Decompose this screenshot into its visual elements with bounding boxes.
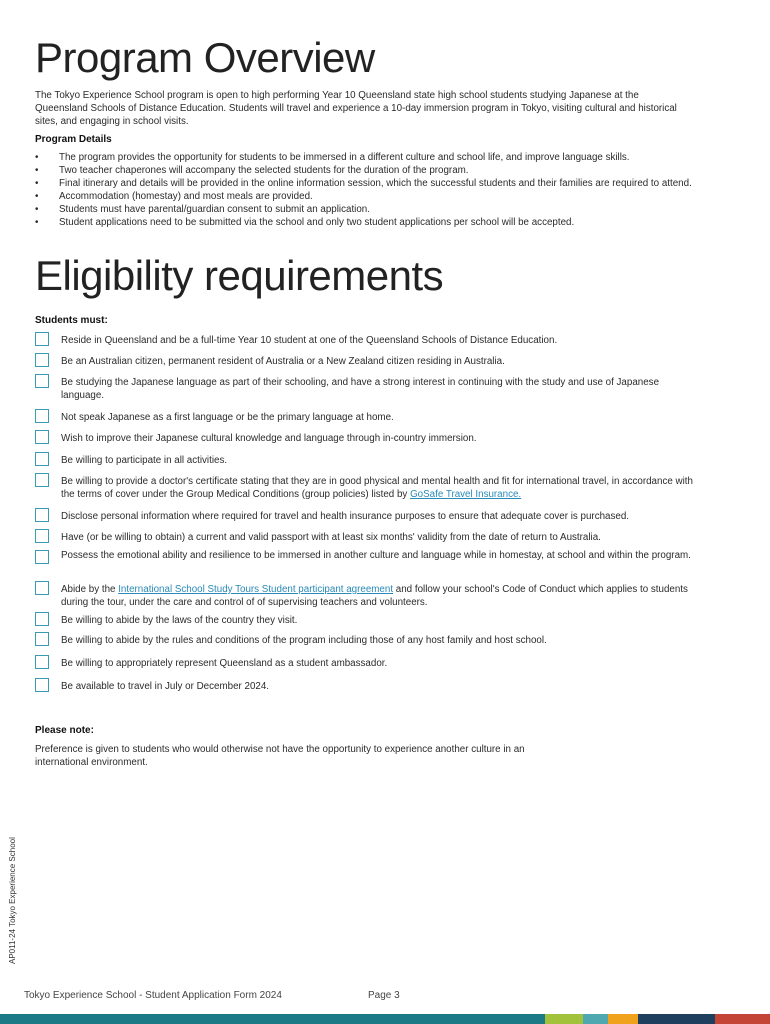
requirement-checkbox[interactable] (35, 529, 49, 543)
requirement-text: Reside in Queensland and be a full-time Year 10 student at one of the Queensland Schools of Distance Education. (61, 335, 558, 346)
requirement-text: Be studying the Japanese language as part of their schooling, and have a strong interest in continuing with the study and use of Japanese language. (61, 377, 660, 401)
requirement-checkbox[interactable] (35, 550, 49, 564)
requirement-text: Be willing to abide by the laws of the country they visit. (61, 615, 298, 626)
list-item: • Two teacher chaperones will accompany the selected students for the duration of the program. (35, 164, 700, 177)
requirement-checkbox[interactable] (35, 612, 49, 626)
requirement-text: Have (or be willing to obtain) a current and valid passport with at least six months' validity from the date of return to Australia. (61, 532, 601, 543)
footer-bar-red (715, 1014, 770, 1024)
requirement-checkbox[interactable] (35, 581, 49, 595)
requirement-checkbox[interactable] (35, 430, 49, 444)
list-item: • Students must have parental/guardian consent to submit an application. (35, 203, 700, 216)
requirement-text: Not speak Japanese as a first language or be the primary language at home. (61, 412, 394, 423)
requirement-checkbox[interactable] (35, 632, 49, 646)
list-item: • Student applications need to be submitted via the school and only two student applications per school will be accepted. (35, 216, 700, 229)
requirement-text: Be an Australian citizen, permanent resident of Australia or a New Zealand citizen residing in Australia. (61, 356, 505, 367)
requirement-text: Disclose personal information where required for travel and health insurance purposes to ensure that adequate cover is purchased. (61, 511, 630, 522)
side-document-code: AP011-24 Tokyo Experience School (8, 837, 17, 964)
footer-document-title: Tokyo Experience School - Student Application Form 2024 (24, 990, 282, 1001)
requirement-text: Be willing to participate in all activities. (61, 455, 228, 466)
footer-bar-light-teal (583, 1014, 608, 1024)
requirement-text: Be willing to appropriately represent Queensland as a student ambassador. (61, 658, 388, 669)
footer-bar-green (545, 1014, 583, 1024)
requirement-checkbox[interactable] (35, 678, 49, 692)
requirement-text: Be available to travel in July or December 2024. (61, 681, 270, 692)
please-note-heading: Please note: (35, 725, 94, 736)
requirement-checkbox[interactable] (35, 473, 49, 487)
gosafe-insurance-link[interactable]: GoSafe Travel Insurance. (410, 489, 522, 500)
program-overview-title: Program Overview (35, 34, 375, 81)
requirement-text: Wish to improve their Japanese cultural knowledge and language through in-country immersion. (61, 433, 477, 444)
footer-bar-orange (608, 1014, 638, 1024)
requirement-text: Possess the emotional ability and resilience to be immersed in another culture and language while in homestay, at school and within the program. (61, 550, 691, 561)
program-details-heading: Program Details (35, 134, 112, 145)
requirement-checkbox[interactable] (35, 409, 49, 423)
program-details-list (35, 151, 700, 229)
eligibility-title: Eligibility requirements (35, 252, 444, 299)
footer-bar-navy (638, 1014, 715, 1024)
footer-bar-teal (0, 1014, 545, 1024)
requirement-checkbox[interactable] (35, 353, 49, 367)
students-must-label: Students must: (35, 315, 108, 326)
requirement-checkbox[interactable] (35, 452, 49, 466)
requirement-checkbox[interactable] (35, 374, 49, 388)
requirement-text: Be willing to provide a doctor's certificate stating that they are in good physical and mental health and fit for international travel, in accordance with the terms of cover under the Group Medical Conditions (group policies) listed by GoSafe Travel Insurance. (61, 476, 693, 500)
requirement-text: Be willing to abide by the rules and conditions of the program including those of any host family and host school. (61, 635, 547, 646)
requirement-text: Abide by the International School Study Tours Student participant agreement and follow your school's Code of Conduct which applies to students during the tour, under the care and control of of supervising teachers and volunteers. (61, 584, 688, 608)
participant-agreement-link[interactable]: International School Study Tours Student participant agreement (118, 584, 394, 595)
footer-page-number: Page 3 (368, 990, 400, 1001)
requirement-checkbox[interactable] (35, 655, 49, 669)
please-note-text: Preference is given to students who would otherwise not have the opportunity to experience another culture in an international environment. (35, 744, 525, 768)
requirement-checkbox[interactable] (35, 332, 49, 346)
list-item: • Accommodation (homestay) and most meals are provided. (35, 190, 700, 203)
overview-intro: The Tokyo Experience School program is open to high performing Year 10 Queensland state high school students studying Japanese at the Queensland Schools of Distance Education. Students will travel and experience a 10-day immersion program in Tokyo, visiting cultural and historical sites, and engaging in school visits. (35, 90, 677, 127)
requirement-checkbox[interactable] (35, 508, 49, 522)
list-item: • The program provides the opportunity for students to be immersed in a different culture and school life, and improve language skills. (35, 151, 700, 164)
list-item: • Final itinerary and details will be provided in the online information session, which the successful students and their families are required to attend. (35, 177, 700, 190)
